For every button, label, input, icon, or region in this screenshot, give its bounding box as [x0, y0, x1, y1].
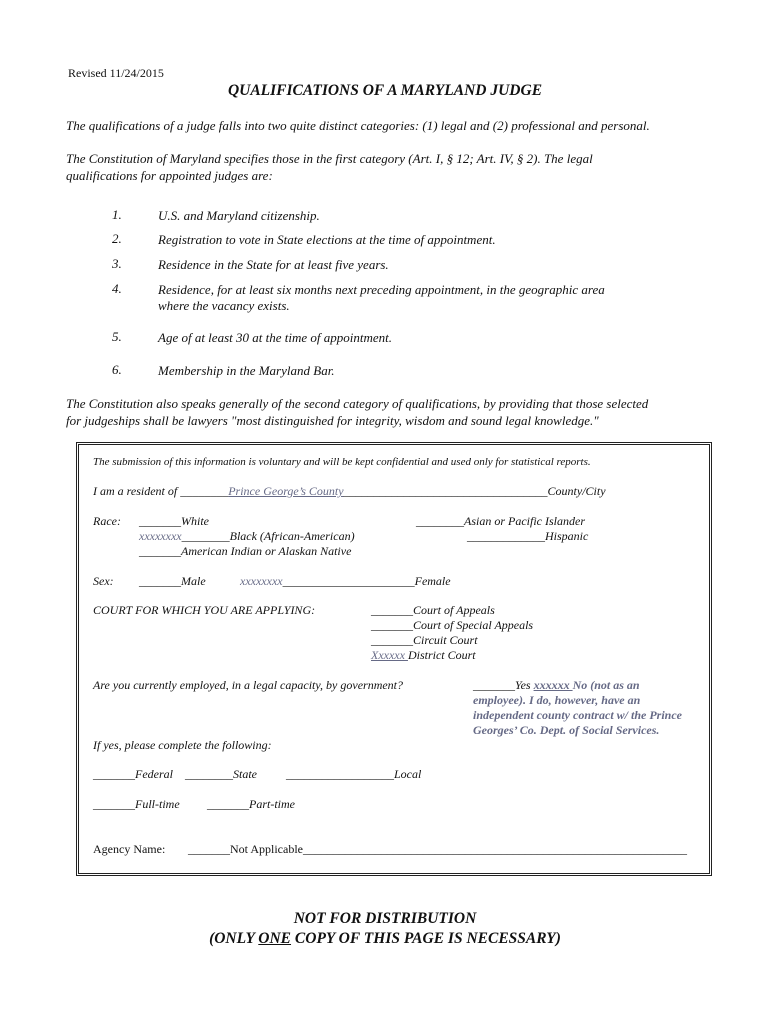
employment-explanation-line: employee). I do, however, have an — [473, 693, 641, 707]
agency-name-field[interactable] — [188, 842, 687, 857]
one-copy-text: (ONLY — [209, 930, 259, 947]
revision-date: Revised 11/24/2015 — [68, 66, 164, 80]
constitution-paragraph-line2: qualifications for appointed judges are: — [66, 168, 273, 183]
local-option[interactable]: __________________Local — [286, 767, 422, 781]
district-court-mark: Xxxxxx — [371, 648, 408, 662]
agency-blank: _______ — [188, 842, 230, 856]
employment-answer[interactable] — [473, 678, 640, 693]
no-option: No (not as an — [572, 678, 640, 692]
employment-question: Are you currently employed, in a legal capacity, by government? — [93, 678, 404, 692]
one-copy-emphasis: ONE — [258, 930, 292, 947]
intro-paragraph: The qualifications of a judge falls into two quite distinct categories: (1) legal and (2) professional and personal. — [66, 118, 650, 133]
resident-value: Prince George’s County — [228, 484, 344, 498]
second-category-line2: for judgeships shall be lawyers "most distinguished for integrity, wisdom and sound legal knowledge." — [66, 413, 599, 428]
district-court-label: District Court — [407, 648, 476, 662]
agency-line: ________________________________________________________________ — [302, 842, 687, 856]
if-yes-instruction: If yes, please complete the following: — [93, 738, 272, 752]
fulltime-option[interactable]: _______Full-time — [93, 797, 180, 811]
court-special-appeals-option[interactable]: _______Court of Special Appeals — [371, 618, 534, 632]
voluntary-note: The submission of this information is voluntary and will be kept confidential and used only for statistical reports. — [93, 456, 591, 468]
resident-blank: ________ — [180, 484, 229, 498]
race-hispanic-option[interactable]: _____________Hispanic — [467, 529, 589, 543]
no-mark: xxxxxx — [533, 678, 573, 692]
list-item-number: 5. — [112, 329, 122, 344]
court-label: COURT FOR WHICH YOU ARE APPLYING: — [93, 603, 316, 617]
list-item-number: 3. — [112, 256, 122, 271]
resident-label: I am a resident of — [93, 484, 178, 498]
list-item: Residence in the State for at least five years. — [158, 257, 389, 272]
list-item-number: 4. — [112, 281, 122, 296]
race-label: Race: — [93, 514, 121, 528]
race-white-option[interactable]: _______White — [139, 514, 209, 528]
district-court-option[interactable] — [371, 648, 476, 663]
one-copy-heading — [0, 930, 770, 948]
yes-option: _______Yes — [473, 678, 531, 692]
resident-field[interactable] — [93, 484, 606, 499]
race-black-label: ________Black (African-American) — [181, 529, 355, 543]
employment-explanation-line: independent county contract w/ the Prince — [473, 708, 682, 722]
list-item-number: 2. — [112, 231, 122, 246]
one-copy-text: COPY OF THIS PAGE IS NECESSARY) — [291, 930, 561, 947]
constitution-paragraph-line1: The Constitution of Maryland specifies those in the first category (Art. I, § 12; Art. IV, § 2). The legal — [66, 151, 593, 166]
list-item-number: 1. — [112, 207, 122, 222]
list-item: U.S. and Maryland citizenship. — [158, 208, 320, 223]
sex-female-option[interactable] — [240, 574, 451, 589]
employment-explanation-line: Georges’ Co. Dept. of Social Services. — [473, 723, 660, 737]
list-item: Age of at least 30 at the time of appointment. — [158, 330, 392, 345]
agency-value: Not Applicable — [230, 842, 303, 856]
parttime-option[interactable]: _______Part-time — [207, 797, 295, 811]
resident-blank: __________________________________ — [343, 484, 548, 498]
race-native-option[interactable]: _______American Indian or Alaskan Native — [139, 544, 352, 558]
federal-option[interactable]: _______Federal — [93, 767, 173, 781]
sex-male-option[interactable]: _______Male — [139, 574, 206, 588]
agency-label: Agency Name: — [93, 842, 166, 856]
sex-label: Sex: — [93, 574, 114, 588]
not-for-distribution-heading: NOT FOR DISTRIBUTION — [293, 910, 477, 927]
state-option[interactable]: ________State — [185, 767, 257, 781]
race-black-option[interactable] — [139, 529, 355, 544]
page-title: QUALIFICATIONS OF A MARYLAND JUDGE — [227, 82, 543, 99]
sex-female-label: ______________________Female — [282, 574, 451, 588]
second-category-line1: The Constitution also speaks generally of the second category of qualifications, by providing that those selected — [66, 396, 649, 411]
list-item-continuation: where the vacancy exists. — [158, 298, 290, 313]
court-appeals-option[interactable]: _______Court of Appeals — [371, 603, 495, 617]
list-item: Membership in the Maryland Bar. — [158, 363, 335, 378]
list-item: Residence, for at least six months next preceding appointment, in the geographic area — [158, 282, 605, 297]
race-black-mark: xxxxxxxx — [139, 529, 182, 543]
circuit-court-option[interactable]: _______Circuit Court — [371, 633, 478, 647]
sex-female-mark: xxxxxxxx — [240, 574, 283, 588]
list-item-number: 6. — [112, 362, 122, 377]
race-asian-option[interactable]: ________Asian or Pacific Islander — [416, 514, 585, 528]
resident-suffix: County/City — [547, 484, 606, 498]
list-item: Registration to vote in State elections at the time of appointment. — [158, 232, 496, 247]
